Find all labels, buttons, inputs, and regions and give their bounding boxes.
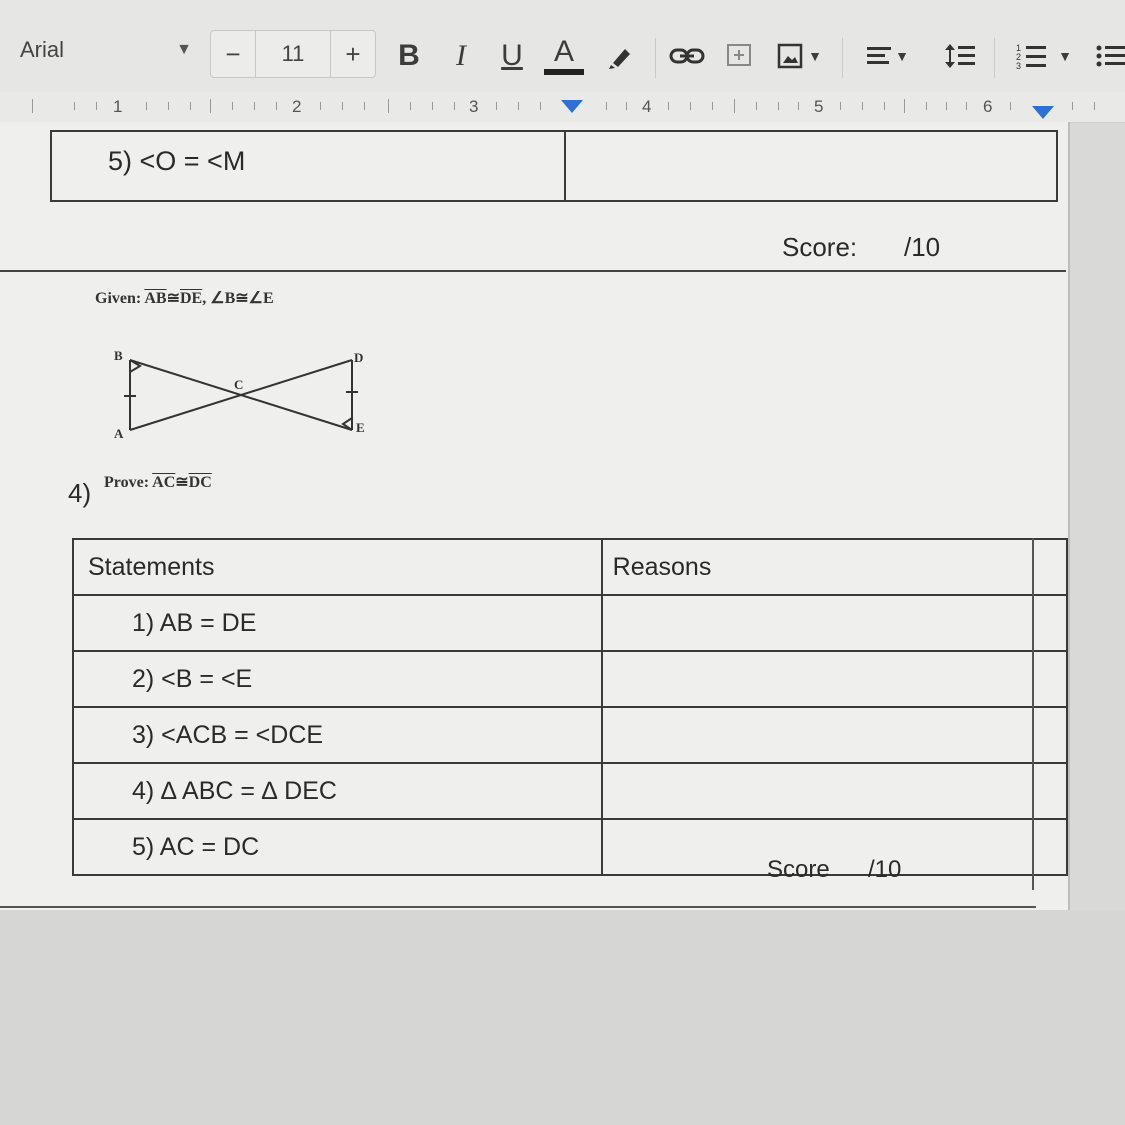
statement-cell[interactable]: 2) <B = <E	[73, 651, 602, 707]
bulleted-list-icon[interactable]	[1094, 34, 1125, 78]
add-comment-icon[interactable]	[722, 34, 756, 78]
bold-button[interactable]: B	[398, 39, 420, 72]
bowtie-figure	[100, 344, 380, 444]
reason-cell[interactable]	[602, 595, 1067, 651]
given-text	[95, 288, 274, 308]
prev-table-divider	[564, 132, 566, 200]
question-number: 4)	[68, 478, 92, 508]
svg-text:2: 2	[1016, 52, 1022, 62]
chevron-down-icon: ▼	[176, 41, 192, 58]
section-bottom-divider	[0, 906, 1036, 908]
vertex-label-e: E	[356, 420, 365, 435]
congruent-symbol: ≅	[175, 474, 189, 491]
score-box-border	[1032, 538, 1034, 890]
header-reasons: Reasons	[602, 539, 1067, 595]
italic-button[interactable]: I	[456, 39, 466, 72]
ruler-number: 6	[983, 97, 993, 116]
indent-marker-icon[interactable]	[561, 100, 583, 113]
vertex-label-a: A	[114, 426, 124, 441]
prev-score-label: Score:	[782, 232, 858, 262]
prove-label: Prove:	[104, 474, 150, 491]
decrease-font-size-button[interactable]: −	[225, 38, 241, 69]
statement-cell[interactable]: 3) <ACB = <DCE	[73, 707, 602, 763]
table-row	[73, 707, 1067, 763]
vertex-label-d: D	[354, 350, 364, 365]
highlight-icon[interactable]	[602, 34, 638, 78]
reason-cell[interactable]	[602, 763, 1067, 819]
underline-button[interactable]: U	[501, 39, 523, 72]
ruler-number: 5	[814, 97, 824, 116]
header-statements: Statements	[73, 539, 602, 595]
prove-segment-ac: $\overline{AC}$	[152, 474, 176, 491]
right-indent-marker-icon[interactable]	[1032, 106, 1054, 119]
ruler-number: 3	[469, 97, 479, 116]
proof-table	[72, 538, 1068, 876]
section-divider	[0, 270, 1066, 272]
ruler-number: 1	[113, 97, 123, 116]
given-segment-de: $\overline{DE}$	[179, 290, 203, 307]
reason-cell[interactable]	[602, 819, 1067, 875]
statement-cell[interactable]: 1) AB = DE	[73, 595, 602, 651]
statement-cell[interactable]: 4) ∆ ABC = ∆ DEC	[73, 763, 602, 819]
svg-text:3: 3	[1016, 61, 1022, 71]
given-label: Given:	[95, 290, 142, 307]
table-row	[73, 819, 1067, 875]
toolbar	[0, 0, 1125, 92]
score-total: /10	[868, 856, 902, 883]
link-icon[interactable]	[668, 34, 706, 78]
line-spacing-icon[interactable]	[940, 34, 980, 78]
numbered-list-icon[interactable]	[1010, 34, 1076, 78]
prev-last-statement: 5) <O = <M	[108, 146, 246, 176]
prev-table-tail	[50, 130, 1058, 202]
increase-font-size-button[interactable]: +	[345, 38, 361, 69]
reason-cell[interactable]	[602, 707, 1067, 763]
table-row	[73, 763, 1067, 819]
chevron-down-icon: ▼	[895, 48, 909, 64]
given-angles: , ∠B≅∠E	[202, 290, 274, 307]
font-size-control	[210, 30, 376, 78]
ruler[interactable]	[0, 92, 1125, 123]
reason-cell[interactable]	[602, 651, 1067, 707]
chevron-down-icon: ▼	[1058, 48, 1072, 64]
chevron-down-icon: ▼	[808, 48, 822, 64]
ruler-number: 4	[642, 97, 652, 116]
document-page[interactable]	[0, 122, 1070, 910]
align-icon[interactable]	[860, 34, 914, 78]
ruler-number: 2	[292, 97, 302, 116]
vertex-label-b: B	[114, 348, 123, 363]
given-segment-ab: $\overline{AB}$	[144, 290, 167, 307]
prove-segment-dc: $\overline{DC}$	[188, 474, 212, 491]
svg-text:1: 1	[1016, 43, 1022, 53]
text-color-button[interactable]	[544, 34, 584, 78]
table-row	[73, 595, 1067, 651]
font-family-dropdown[interactable]	[20, 30, 200, 70]
table-header-row	[73, 539, 1067, 595]
vertex-label-c: C	[234, 377, 244, 392]
score-label: Score	[767, 856, 830, 883]
insert-image-icon[interactable]	[772, 34, 826, 78]
text-color-label: A	[553, 35, 574, 68]
prove-text	[104, 472, 212, 492]
font-family-value: Arial	[20, 37, 65, 62]
statement-cell[interactable]: 5) AC = DC	[73, 819, 602, 875]
congruent-symbol: ≅	[166, 290, 180, 307]
font-size-input[interactable]: 11	[255, 31, 331, 77]
prev-score-total: /10	[904, 232, 941, 262]
text-color-swatch	[544, 69, 584, 75]
page-background	[0, 910, 1125, 1125]
table-row	[73, 651, 1067, 707]
